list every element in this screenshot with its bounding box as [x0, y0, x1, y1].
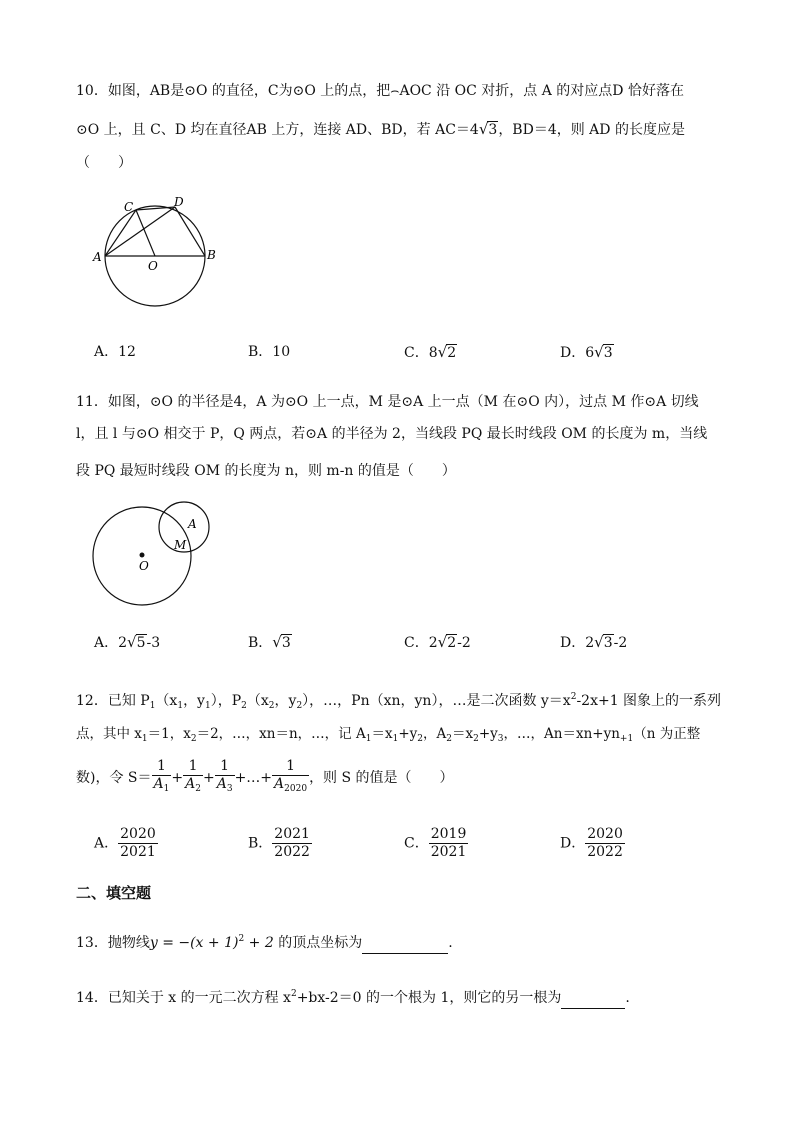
q12-option-d[interactable]: D． $\frac{2020}{2022}$ — [560, 826, 623, 860]
label-o: O — [139, 559, 149, 573]
q10-figure — [88, 195, 228, 315]
point-o — [140, 553, 145, 558]
q11-figure — [90, 500, 220, 610]
q12-option-a[interactable]: A． $\frac{2020}{2021}$ — [94, 826, 156, 860]
q12-line-3: 数)，令 S＝ $\frac{1}{A_1}$ + $\frac{1}{A_2}$ + $\frac{1}{A_3}$ +…+ $\frac{1}{A_{2020}}$ ，则 S 的值是（ ） — [76, 758, 454, 798]
fraction-1-a2: $\frac{1}{A_2}$ — [185, 758, 201, 794]
q11-option-b[interactable]: B．√3 — [248, 633, 291, 651]
label-o: O — [148, 259, 158, 273]
q10-option-c[interactable]: C．8√2 — [404, 343, 457, 361]
q10-line-2 — [76, 119, 685, 140]
sqrt-3: √3 — [478, 120, 498, 138]
q10-option-a[interactable]: A．12 — [94, 344, 136, 360]
chord-db — [175, 207, 205, 256]
label-d: D — [174, 195, 184, 209]
q11-line-1: 11．如图，⊙O 的半径是4，A 为⊙O 上一点，M 是⊙A 上一点（M 在⊙O 内），过点 M 作⊙A 切线 — [76, 394, 699, 410]
q10-line-2-text-a: ⊙O 上，且 C、D 均在直径AB 上方，连接 AD、BD，若 AC＝4 — [76, 122, 479, 138]
fraction-1-a2020: $\frac{1}{A_{2020}}$ — [274, 758, 308, 794]
q11-option-c[interactable]: C．2√2-2 — [404, 633, 471, 651]
fraction-1-a3: $\frac{1}{A_3}$ — [216, 758, 233, 794]
q10-option-b[interactable]: B．10 — [248, 344, 291, 360]
label-c: C — [124, 200, 134, 214]
q10-option-d[interactable]: D．6√3 — [560, 343, 613, 361]
q11-option-a[interactable]: A．2√5-3 — [94, 633, 161, 651]
section-heading: 二、填空题 — [76, 884, 152, 902]
q14-line: 14．已知关于 x 的一元二次方程 $x^2+bx-2=0$ 的一个根为 1，则它的另一根为 . — [76, 984, 630, 1009]
chord-ad — [105, 207, 175, 256]
q14-answer-blank[interactable] — [561, 988, 625, 1009]
q10-line-2-text-b: ，BD＝4，则 AD 的长度应是 — [498, 122, 685, 138]
q11-option-d[interactable]: D．2√3-2 — [560, 633, 628, 651]
q11-line-3: 段 PQ 最短时线段 OM 的长度为 n，则 m-n 的值是（ ） — [76, 463, 456, 479]
q10-answer-paren: （ ） — [76, 155, 132, 171]
label-m: M — [174, 538, 187, 552]
q10-line-1: 10．如图，AB是⊙O 的直径，C为⊙O 上的点，把⌢AOC 沿 OC 对折，点 A 的对应点D 恰好落在 — [76, 83, 684, 99]
q12-option-c[interactable]: C． $\frac{2019}{2021}$ — [404, 826, 467, 860]
q12-option-b[interactable]: B． $\frac{2021}{2022}$ — [248, 826, 310, 860]
q13-formula: y = −(x + 1) — [149, 935, 239, 951]
q11-line-2: l，且 l 与⊙O 相交于 P，Q 两点，若⊙A 的半径为 2，当线段 PQ 最长时线段 OM 的长度为 m，当线 — [76, 426, 708, 442]
q12-line-2: 点，其中 $x_1=1$，$x_2=2$，…，xn＝n，…，记 $A_1=x_1+y_2$，$A_2=x_2+y_3$，…，$An=xn+yn_{+1}(n$ 为正整 — [76, 726, 701, 744]
fraction-1-a1: $\frac{1}{A_1}$ — [153, 758, 170, 794]
label-a: A — [188, 517, 197, 531]
label-a: A — [93, 250, 102, 264]
q12-line-1: 12．已知 $P_1(x_1$，$y_1$），$P_2(x_2$，$y_2$），…，Pn（xn，yn），…是二次函数 $y=x^2-2x+1$ 图象上的一系列 — [76, 692, 722, 711]
q13-line: 13．抛物线$y = -(x + 1)^2 + 2$ 的顶点坐标为 . — [76, 929, 453, 954]
label-b: B — [207, 248, 216, 262]
q13-answer-blank[interactable] — [362, 933, 448, 954]
chord-ac — [105, 210, 136, 256]
